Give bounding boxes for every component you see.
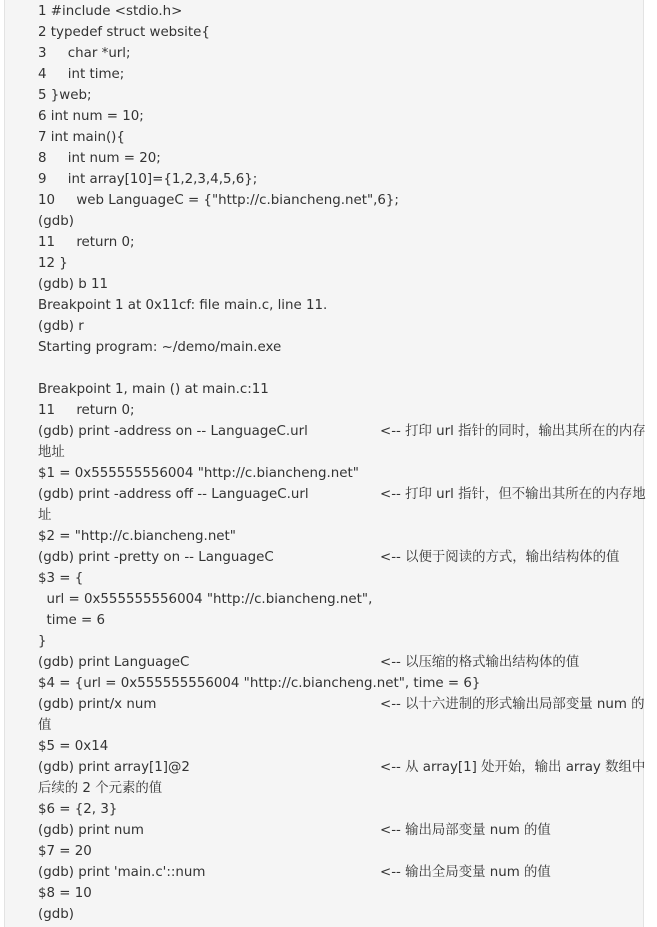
code-line: $1 = 0x555555556004 "http://c.biancheng.net" xyxy=(38,466,359,481)
code-block xyxy=(4,0,644,927)
code-line: 址 xyxy=(38,508,52,523)
code-line: (gdb) print array[1]@2 xyxy=(38,760,190,775)
code-line: $6 = {2, 3} xyxy=(38,802,118,817)
code-line: 2 typedef struct website{ xyxy=(38,25,210,40)
code-line: 1 #include <stdio.h> xyxy=(38,4,183,19)
code-line: 地址 xyxy=(38,445,65,460)
code-line: 后续的 2 个元素的值 xyxy=(38,781,163,796)
code-line: 4 int time; xyxy=(38,67,125,82)
code-line: 7 int main(){ xyxy=(38,130,125,145)
code-line-comment: <-- 打印 url 指针的同时，输出其所在的内存 xyxy=(380,424,646,439)
code-line: (gdb) print -address off -- LanguageC.url xyxy=(38,487,309,502)
code-line: Breakpoint 1, main () at main.c:11 xyxy=(38,382,269,397)
code-line: (gdb) print -pretty on -- LanguageC xyxy=(38,550,274,565)
code-line: 10 web LanguageC = {"http://c.biancheng.net",6}; xyxy=(38,193,399,208)
code-line: url = 0x555555556004 "http://c.biancheng.net", xyxy=(38,592,373,607)
code-line-comment: <-- 以压缩的格式输出结构体的值 xyxy=(380,655,580,670)
code-line: $8 = 10 xyxy=(38,886,92,901)
code-line: $2 = "http://c.biancheng.net" xyxy=(38,529,236,544)
code-line: (gdb) xyxy=(38,907,74,922)
code-line: (gdb) xyxy=(38,214,74,229)
code-line: Starting program: ~/demo/main.exe xyxy=(38,340,282,355)
code-line-comment: <-- 输出全局变量 num 的值 xyxy=(380,865,551,880)
code-line: (gdb) print 'main.c'::num xyxy=(38,865,206,880)
code-line: 9 int array[10]={1,2,3,4,5,6}; xyxy=(38,172,258,187)
code-line: (gdb) print -address on -- LanguageC.url xyxy=(38,424,308,439)
code-line-comment: <-- 以便于阅读的方式，输出结构体的值 xyxy=(380,550,620,565)
code-line-comment: <-- 从 array[1] 处开始，输出 array 数组中 xyxy=(380,760,646,775)
code-line: 12 } xyxy=(38,256,68,271)
code-line: $5 = 0x14 xyxy=(38,739,109,754)
code-line: Breakpoint 1 at 0x11cf: file main.c, line 11. xyxy=(38,298,328,313)
code-line: (gdb) print LanguageC xyxy=(38,655,190,670)
code-line: (gdb) print/x num xyxy=(38,697,157,712)
code-line-comment: <-- 以十六进制的形式输出局部变量 num 的 xyxy=(380,697,645,712)
code-line: time = 6 xyxy=(38,613,106,628)
code-line-comment: <-- 输出局部变量 num 的值 xyxy=(380,823,551,838)
code-line: $3 = { xyxy=(38,571,84,586)
code-line: $7 = 20 xyxy=(38,844,92,859)
code-line: $4 = {url = 0x555555556004 "http://c.biancheng.net", time = 6} xyxy=(38,676,481,691)
code-line: 8 int num = 20; xyxy=(38,151,161,166)
code-line: (gdb) r xyxy=(38,319,84,334)
code-line: 11 return 0; xyxy=(38,235,135,250)
code-line: 值 xyxy=(38,718,52,733)
code-line: (gdb) print num xyxy=(38,823,144,838)
code-line: 6 int num = 10; xyxy=(38,109,144,124)
code-line: 5 }web; xyxy=(38,88,92,103)
code-line-comment: <-- 打印 url 指针，但不输出其所在的内存地 xyxy=(380,487,646,502)
code-line: (gdb) b 11 xyxy=(38,277,109,292)
code-line: 11 return 0; xyxy=(38,403,135,418)
code-line: } xyxy=(38,634,47,649)
code-line: 3 char *url; xyxy=(38,46,131,61)
